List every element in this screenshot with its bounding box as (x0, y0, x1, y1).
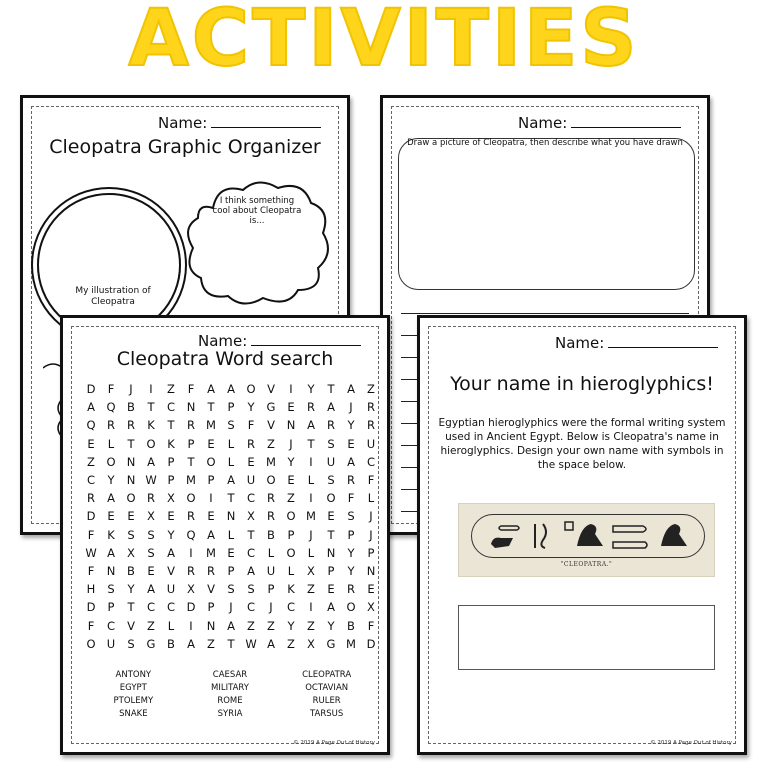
word-list-item: SYRIA (217, 709, 243, 719)
grid-letter[interactable]: U (266, 563, 276, 578)
name-blank[interactable] (251, 333, 361, 346)
grid-letter[interactable]: P (367, 545, 375, 560)
grid-letter[interactable]: Y (347, 418, 355, 433)
grid-letter[interactable]: F (107, 382, 115, 397)
grid-letter[interactable]: Z (267, 618, 275, 633)
grid-letter[interactable]: A (187, 636, 195, 651)
grid-letter[interactable]: X (187, 582, 195, 597)
grid-letter[interactable]: P (187, 436, 195, 451)
grid-letter[interactable]: I (309, 600, 313, 615)
grid-letter[interactable]: D (86, 509, 96, 524)
word-list-item: MILITARY (211, 683, 249, 693)
grid-letter[interactable]: N (286, 418, 296, 433)
word-search-sheet (60, 315, 390, 755)
grid-letter[interactable]: R (207, 563, 215, 578)
grid-letter[interactable]: M (266, 454, 276, 469)
grid-letter[interactable]: P (207, 600, 215, 615)
grid-letter[interactable]: B (127, 563, 135, 578)
grid-letter[interactable]: H (86, 582, 96, 597)
grid-row (81, 562, 381, 580)
grid-letter[interactable]: R (187, 509, 195, 524)
grid-letter[interactable]: I (209, 491, 213, 506)
grid-letter[interactable]: D (366, 636, 376, 651)
grid-letter[interactable]: P (347, 527, 355, 542)
cloud-text: I think something cool about Cleopatra is... (212, 196, 302, 226)
grid-letter[interactable]: V (127, 618, 135, 633)
grid-letter[interactable]: C (146, 600, 156, 615)
grid-letter[interactable]: T (227, 636, 235, 651)
grid-letter[interactable]: T (327, 382, 335, 397)
grid-letter[interactable]: X (167, 491, 175, 506)
grid-letter[interactable]: R (267, 491, 275, 506)
grid-letter[interactable]: L (307, 545, 315, 560)
grid-letter[interactable]: O (146, 436, 156, 451)
grid-letter[interactable]: A (207, 527, 215, 542)
grid-letter[interactable]: A (227, 473, 235, 488)
grid-letter[interactable]: U (106, 636, 116, 651)
grid-letter[interactable]: M (186, 473, 196, 488)
grid-row (81, 635, 381, 653)
grid-letter[interactable]: T (127, 600, 135, 615)
grid-letter[interactable]: Y (287, 618, 295, 633)
grid-letter[interactable]: W (145, 473, 157, 488)
hieroglyphics-paragraph: Egyptian hieroglyphics were the formal writing system used in Ancient Egypt. Below is Cleopatra's name in hieroglyphics. Design your own name with symbols in the space below. (438, 417, 726, 471)
grid-letter[interactable]: R (127, 418, 135, 433)
grid-letter[interactable]: D (186, 600, 196, 615)
cleopatra-cartouche-image (458, 503, 715, 577)
grid-row (81, 489, 381, 507)
grid-letter[interactable]: V (167, 563, 175, 578)
grid-letter[interactable]: C (246, 545, 256, 560)
grid-letter[interactable]: X (247, 509, 255, 524)
word-list-item: RULER (312, 696, 341, 706)
grid-letter[interactable]: A (207, 382, 215, 397)
grid-letter[interactable]: L (167, 618, 175, 633)
grid-letter[interactable]: U (246, 473, 256, 488)
grid-letter[interactable]: W (245, 636, 257, 651)
grid-letter[interactable]: N (126, 473, 136, 488)
grid-letter[interactable]: Y (127, 582, 135, 597)
grid-letter[interactable]: P (267, 582, 275, 597)
grid-letter[interactable]: E (227, 545, 235, 560)
grid-letter[interactable]: R (267, 509, 275, 524)
grid-letter[interactable]: T (127, 436, 135, 451)
grid-row (81, 580, 381, 598)
grid-letter[interactable]: E (127, 509, 135, 524)
grid-letter[interactable]: Z (87, 454, 95, 469)
grid-letter[interactable]: T (167, 418, 175, 433)
grid-letter[interactable]: T (247, 527, 255, 542)
grid-letter[interactable]: F (87, 527, 95, 542)
name-design-box[interactable] (458, 605, 715, 670)
grid-letter[interactable]: U (366, 436, 376, 451)
grid-letter[interactable]: V (267, 382, 275, 397)
activities-banner: ACTIVITIES (128, 0, 640, 84)
grid-letter[interactable]: L (227, 527, 235, 542)
word-search-title: Cleopatra Word search (116, 348, 334, 370)
grid-letter[interactable]: C (86, 473, 96, 488)
grid-letter[interactable]: K (107, 527, 115, 542)
grid-row (81, 526, 381, 544)
grid-letter[interactable]: R (107, 418, 115, 433)
grid-letter[interactable]: R (367, 418, 375, 433)
grid-letter[interactable]: R (87, 491, 95, 506)
grid-letter[interactable]: R (367, 400, 375, 415)
grid-letter[interactable]: O (326, 491, 336, 506)
grid-letter[interactable]: Z (307, 618, 315, 633)
hieroglyph-symbols (473, 516, 701, 556)
grid-row (81, 435, 381, 453)
grid-letter[interactable]: G (146, 636, 156, 651)
grid-letter[interactable]: Y (167, 527, 175, 542)
grid-letter[interactable]: A (107, 545, 115, 560)
grid-letter[interactable]: G (266, 400, 276, 415)
grid-letter[interactable]: I (149, 382, 153, 397)
grid-letter[interactable]: K (167, 436, 175, 451)
grid-letter[interactable]: O (206, 454, 216, 469)
grid-letter[interactable]: M (346, 636, 356, 651)
grid-letter[interactable]: Z (267, 436, 275, 451)
copyright: © 2019 A Page Out of History (650, 740, 732, 746)
word-list (85, 670, 375, 719)
grid-row (81, 471, 381, 489)
name-line (158, 114, 321, 132)
grid-letter[interactable]: T (227, 491, 235, 506)
grid-letter[interactable]: P (207, 473, 215, 488)
grid-letter[interactable]: Z (287, 636, 295, 651)
grid-row (81, 398, 381, 416)
grid-letter[interactable]: L (107, 436, 115, 451)
name-label: Name: (198, 332, 248, 350)
name-line (518, 114, 681, 132)
grid-letter[interactable]: I (309, 491, 313, 506)
grid-letter[interactable]: E (287, 473, 295, 488)
word-list-item: ROME (217, 696, 243, 706)
grid-letter[interactable]: O (126, 491, 136, 506)
grid-letter[interactable]: A (147, 454, 155, 469)
grid-letter[interactable]: T (147, 400, 155, 415)
grid-letter[interactable]: S (227, 418, 235, 433)
cartouche-caption: "CLEOPATRA." (560, 561, 613, 568)
grid-letter[interactable]: L (227, 436, 235, 451)
grid-row (81, 616, 381, 634)
grid-letter[interactable]: Y (107, 473, 115, 488)
grid-letter[interactable]: R (347, 473, 355, 488)
grid-letter[interactable]: N (206, 618, 216, 633)
grid-letter[interactable]: O (286, 545, 296, 560)
grid-letter[interactable]: J (269, 600, 273, 615)
grid-letter[interactable]: E (347, 436, 355, 451)
grid-letter[interactable]: E (327, 509, 335, 524)
grid-letter[interactable]: C (246, 600, 256, 615)
copyright: © 2019 A Page Out of History (293, 740, 375, 746)
grid-letter[interactable]: J (129, 382, 133, 397)
grid-letter[interactable]: J (349, 400, 353, 415)
grid-letter[interactable]: T (327, 527, 335, 542)
grid-letter[interactable]: X (147, 509, 155, 524)
name-blank[interactable] (571, 115, 681, 128)
name-label: Name: (158, 114, 208, 132)
grid-letter[interactable]: A (327, 400, 335, 415)
grid-letter[interactable]: I (189, 545, 193, 560)
grid-letter[interactable]: A (347, 382, 355, 397)
name-blank[interactable] (211, 115, 321, 128)
grid-letter[interactable]: X (307, 563, 315, 578)
grid-letter[interactable]: P (167, 454, 175, 469)
grid-letter[interactable]: B (347, 618, 355, 633)
grid-letter[interactable]: Y (327, 618, 335, 633)
name-label: Name: (518, 114, 568, 132)
word-list-item: OCTAVIAN (305, 683, 349, 693)
grid-letter[interactable]: Y (347, 545, 355, 560)
grid-letter[interactable]: I (309, 454, 313, 469)
grid-letter[interactable]: O (246, 382, 256, 397)
grid-letter[interactable]: E (327, 582, 335, 597)
grid-letter[interactable]: A (227, 382, 235, 397)
name-label: Name: (555, 334, 605, 352)
grid-letter[interactable]: S (347, 509, 355, 524)
writing-line (401, 313, 689, 314)
grid-letter[interactable]: I (289, 382, 293, 397)
grid-letter[interactable]: N (186, 400, 196, 415)
grid-letter[interactable]: P (167, 473, 175, 488)
grid-letter[interactable]: R (327, 418, 335, 433)
grid-letter[interactable]: C (246, 491, 256, 506)
grid-letter[interactable]: M (306, 509, 316, 524)
grid-letter[interactable]: A (247, 563, 255, 578)
grid-letter[interactable]: L (307, 473, 315, 488)
grid-letter[interactable]: N (106, 563, 116, 578)
grid-row (81, 380, 381, 398)
grid-letter[interactable]: S (327, 436, 335, 451)
grid-row (81, 453, 381, 471)
grid-letter[interactable]: T (207, 400, 215, 415)
grid-row (81, 507, 381, 525)
grid-letter[interactable]: E (207, 509, 215, 524)
grid-letter[interactable]: P (107, 600, 115, 615)
word-list-item: CAESAR (212, 670, 248, 680)
grid-letter[interactable]: C (106, 618, 116, 633)
grid-letter[interactable]: S (227, 582, 235, 597)
grid-letter[interactable]: P (327, 563, 335, 578)
grid-letter[interactable]: A (87, 400, 95, 415)
grid-letter[interactable]: Y (307, 382, 315, 397)
grid-letter[interactable]: J (289, 436, 293, 451)
grid-letter[interactable]: N (366, 563, 376, 578)
grid-letter[interactable]: Y (247, 400, 255, 415)
grid-letter[interactable]: Z (147, 618, 155, 633)
grid-letter[interactable]: S (127, 636, 135, 651)
grid-letter[interactable]: F (367, 618, 375, 633)
grid-letter[interactable]: O (266, 473, 276, 488)
grid-letter[interactable]: Z (167, 382, 175, 397)
grid-letter[interactable]: E (147, 563, 155, 578)
grid-letter[interactable]: Z (307, 582, 315, 597)
grid-letter[interactable]: I (189, 618, 193, 633)
grid-row (81, 598, 381, 616)
grid-letter[interactable]: A (327, 600, 335, 615)
grid-letter[interactable]: L (267, 545, 275, 560)
grid-letter[interactable]: R (187, 563, 195, 578)
grid-letter[interactable]: B (267, 527, 275, 542)
grid-letter[interactable]: N (326, 545, 336, 560)
grid-letter[interactable]: F (87, 563, 95, 578)
grid-letter[interactable]: F (367, 473, 375, 488)
grid-letter[interactable]: P (287, 527, 295, 542)
word-list-item: ANTONY (115, 670, 152, 680)
grid-letter[interactable]: A (227, 618, 235, 633)
grid-letter[interactable]: R (147, 491, 155, 506)
grid-letter[interactable]: T (187, 454, 195, 469)
grid-letter[interactable]: J (309, 527, 313, 542)
grid-letter[interactable]: A (107, 491, 115, 506)
name-line (555, 334, 718, 352)
word-list-item: TARSUS (310, 709, 344, 719)
grid-letter[interactable]: X (127, 545, 135, 560)
grid-row (81, 416, 381, 434)
grid-letter[interactable]: J (229, 600, 233, 615)
grid-letter[interactable]: O (286, 509, 296, 524)
grid-letter[interactable]: Z (287, 491, 295, 506)
grid-letter[interactable]: A (267, 636, 275, 651)
word-list-item: EGYPT (119, 683, 147, 693)
grid-letter[interactable]: U (326, 454, 336, 469)
grid-letter[interactable]: G (326, 636, 336, 651)
grid-letter[interactable]: E (167, 509, 175, 524)
grid-letter[interactable]: E (107, 509, 115, 524)
grid-letter[interactable]: S (327, 473, 335, 488)
grid-letter[interactable]: L (367, 491, 375, 506)
grid-letter[interactable]: Q (86, 418, 96, 433)
drawing-prompt: Draw a picture of Cleopatra, then describe what you have drawn (407, 138, 683, 148)
grid-letter[interactable]: V (267, 418, 275, 433)
grid-letter[interactable]: D (86, 600, 96, 615)
grid-letter[interactable]: C (366, 454, 376, 469)
word-list-item: PTOLEMY (113, 696, 154, 706)
grid-letter[interactable]: X (307, 636, 315, 651)
grid-letter[interactable]: O (86, 636, 96, 651)
illustration-label: My illustration of Cleopatra (75, 286, 151, 307)
grid-letter[interactable]: O (106, 454, 116, 469)
grid-letter[interactable]: B (127, 400, 135, 415)
name-blank[interactable] (608, 335, 718, 348)
grid-letter[interactable]: O (186, 491, 196, 506)
hieroglyphics-title: Your name in hieroglyphics! (450, 373, 714, 395)
grid-letter[interactable]: R (347, 582, 355, 597)
grid-letter[interactable]: L (227, 454, 235, 469)
grid-letter[interactable]: U (166, 582, 176, 597)
grid-letter[interactable]: E (287, 400, 295, 415)
grid-letter[interactable]: W (85, 545, 97, 560)
grid-letter[interactable]: Y (347, 563, 355, 578)
grid-letter[interactable]: S (147, 545, 155, 560)
grid-letter[interactable]: P (227, 400, 235, 415)
grid-letter[interactable]: K (147, 418, 155, 433)
grid-letter[interactable]: F (187, 382, 195, 397)
grid-letter[interactable]: C (286, 600, 296, 615)
grid-letter[interactable]: R (307, 400, 315, 415)
grid-letter[interactable]: O (346, 600, 356, 615)
grid-letter[interactable]: D (86, 382, 96, 397)
grid-letter[interactable]: S (247, 582, 255, 597)
grid-letter[interactable]: C (166, 400, 176, 415)
grid-letter[interactable]: X (367, 600, 375, 615)
grid-letter[interactable]: E (87, 436, 95, 451)
grid-letter[interactable]: L (287, 563, 295, 578)
hieroglyphics-sheet (417, 315, 747, 755)
grid-letter[interactable]: P (227, 563, 235, 578)
grid-letter[interactable]: C (166, 600, 176, 615)
grid-letter[interactable]: S (147, 527, 155, 542)
grid-letter[interactable]: A (347, 454, 355, 469)
grid-letter[interactable]: M (206, 418, 216, 433)
grid-letter[interactable]: F (247, 418, 255, 433)
grid-letter[interactable]: Y (287, 454, 295, 469)
grid-letter[interactable]: F (87, 618, 95, 633)
grid-letter[interactable]: A (167, 545, 175, 560)
grid-letter[interactable]: B (167, 636, 175, 651)
drawing-box[interactable] (398, 138, 695, 290)
grid-letter[interactable]: N (226, 509, 236, 524)
grid-letter[interactable]: V (207, 582, 215, 597)
grid-letter[interactable]: E (207, 436, 215, 451)
grid-letter[interactable]: Z (247, 618, 255, 633)
grid-letter[interactable]: A (307, 418, 315, 433)
grid-letter[interactable]: T (307, 436, 315, 451)
organizer-title: Cleopatra Graphic Organizer (49, 136, 321, 158)
grid-letter[interactable]: Z (367, 382, 375, 397)
word-list-item: CLEOPATRA (302, 670, 352, 680)
grid-letter[interactable]: F (347, 491, 355, 506)
grid-letter[interactable]: J (369, 509, 373, 524)
grid-letter[interactable]: S (127, 527, 135, 542)
grid-letter[interactable]: K (287, 582, 295, 597)
word-list-item: SNAKE (119, 709, 148, 719)
grid-letter[interactable]: Z (207, 636, 215, 651)
grid-letter[interactable]: Q (186, 527, 196, 542)
grid-letter[interactable]: N (126, 454, 136, 469)
grid-letter[interactable]: A (147, 582, 155, 597)
letter-grid (81, 380, 381, 653)
grid-letter[interactable]: E (367, 582, 375, 597)
grid-row (81, 544, 381, 562)
grid-letter[interactable]: S (107, 582, 115, 597)
grid-letter[interactable]: R (187, 418, 195, 433)
grid-letter[interactable]: R (247, 436, 255, 451)
grid-letter[interactable]: E (247, 454, 255, 469)
grid-letter[interactable]: M (206, 545, 216, 560)
grid-letter[interactable]: Q (106, 400, 116, 415)
grid-letter[interactable]: J (369, 527, 373, 542)
